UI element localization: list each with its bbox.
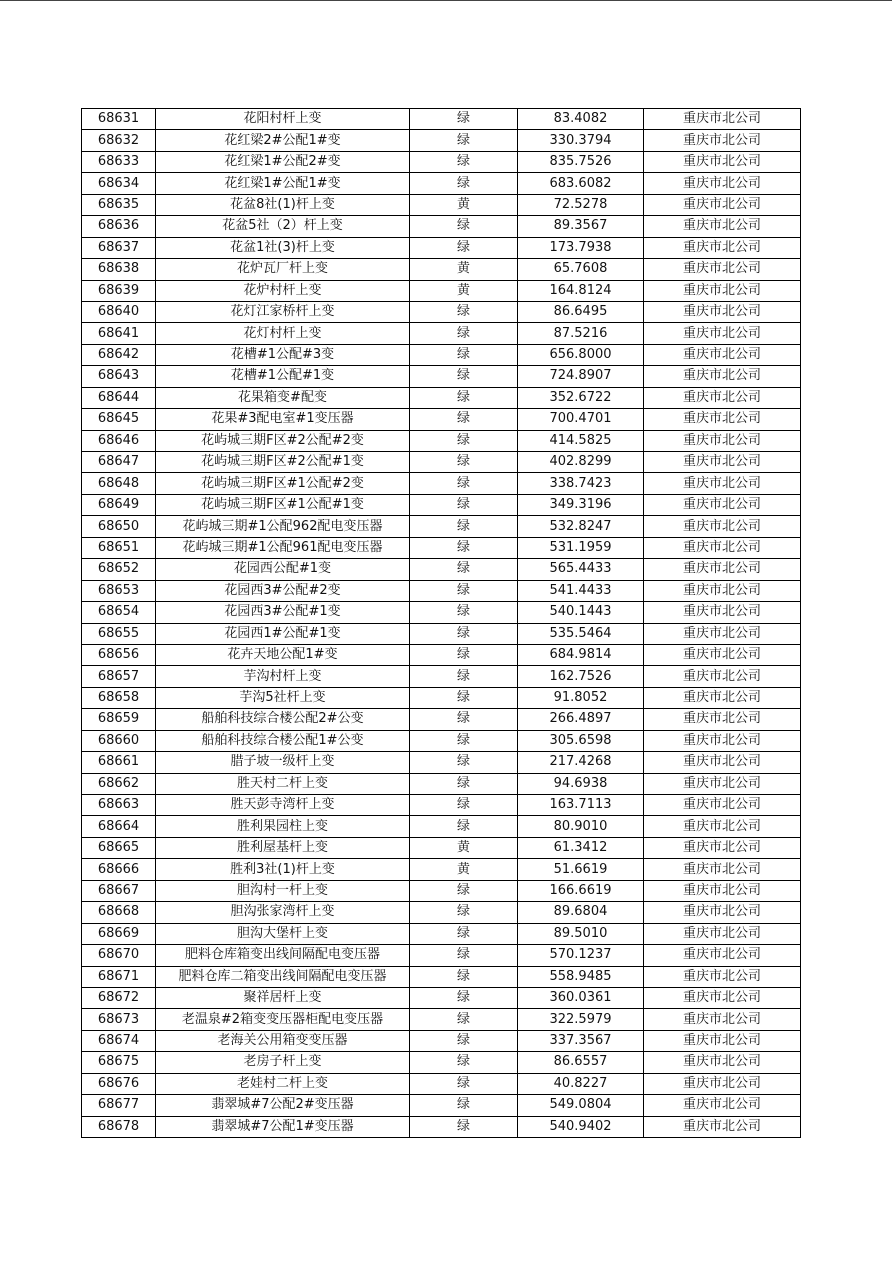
row-id-cell: 68651 bbox=[82, 537, 156, 558]
row-id-cell: 68634 bbox=[82, 173, 156, 194]
table-row bbox=[82, 430, 801, 451]
table-row bbox=[82, 1009, 801, 1030]
row-company-cell: 重庆市北公司 bbox=[644, 344, 801, 365]
row-id-cell: 68676 bbox=[82, 1073, 156, 1094]
row-name-cell: 花屿城三期F区#1公配#2变 bbox=[156, 473, 410, 494]
table-row bbox=[82, 559, 801, 580]
row-company-cell: 重庆市北公司 bbox=[644, 966, 801, 987]
row-company-cell: 重庆市北公司 bbox=[644, 387, 801, 408]
row-name-cell: 胜天村二杆上变 bbox=[156, 773, 410, 794]
row-status-cell: 绿 bbox=[410, 752, 518, 773]
row-value-cell: 322.5979 bbox=[518, 1009, 644, 1030]
row-name-cell: 花屿城三期F区#2公配#1变 bbox=[156, 452, 410, 473]
row-status-cell: 黄 bbox=[410, 259, 518, 280]
table-row bbox=[82, 173, 801, 194]
row-company-cell: 重庆市北公司 bbox=[644, 1073, 801, 1094]
row-company-cell: 重庆市北公司 bbox=[644, 559, 801, 580]
row-name-cell: 老海关公用箱变变压器 bbox=[156, 1030, 410, 1051]
table-row bbox=[82, 859, 801, 880]
table-row bbox=[82, 837, 801, 858]
row-status-cell: 绿 bbox=[410, 1116, 518, 1137]
table-row bbox=[82, 301, 801, 322]
row-status-cell: 绿 bbox=[410, 623, 518, 644]
row-value-cell: 162.7526 bbox=[518, 666, 644, 687]
row-status-cell: 绿 bbox=[410, 323, 518, 344]
row-value-cell: 549.0804 bbox=[518, 1095, 644, 1116]
row-name-cell: 腊子坡一级杆上变 bbox=[156, 752, 410, 773]
row-value-cell: 338.7423 bbox=[518, 473, 644, 494]
row-name-cell: 花槽#1公配#1变 bbox=[156, 366, 410, 387]
table-row bbox=[82, 1116, 801, 1137]
row-value-cell: 414.5825 bbox=[518, 430, 644, 451]
row-name-cell: 花屿城三期F区#1公配#1变 bbox=[156, 494, 410, 515]
row-id-cell: 68667 bbox=[82, 880, 156, 901]
row-value-cell: 65.7608 bbox=[518, 259, 644, 280]
table-body bbox=[82, 109, 801, 1138]
row-status-cell: 绿 bbox=[410, 1052, 518, 1073]
row-id-cell: 68642 bbox=[82, 344, 156, 365]
row-status-cell: 绿 bbox=[410, 344, 518, 365]
row-company-cell: 重庆市北公司 bbox=[644, 109, 801, 130]
row-company-cell: 重庆市北公司 bbox=[644, 602, 801, 623]
row-id-cell: 68641 bbox=[82, 323, 156, 344]
row-id-cell: 68646 bbox=[82, 430, 156, 451]
row-value-cell: 72.5278 bbox=[518, 194, 644, 215]
row-status-cell: 绿 bbox=[410, 494, 518, 515]
row-status-cell: 绿 bbox=[410, 602, 518, 623]
row-id-cell: 68658 bbox=[82, 687, 156, 708]
row-name-cell: 花阳村杆上变 bbox=[156, 109, 410, 130]
table-row bbox=[82, 644, 801, 665]
row-value-cell: 173.7938 bbox=[518, 237, 644, 258]
row-company-cell: 重庆市北公司 bbox=[644, 666, 801, 687]
row-id-cell: 68666 bbox=[82, 859, 156, 880]
table-row bbox=[82, 237, 801, 258]
row-id-cell: 68673 bbox=[82, 1009, 156, 1030]
row-id-cell: 68637 bbox=[82, 237, 156, 258]
row-status-cell: 绿 bbox=[410, 923, 518, 944]
row-id-cell: 68665 bbox=[82, 837, 156, 858]
row-company-cell: 重庆市北公司 bbox=[644, 280, 801, 301]
row-status-cell: 绿 bbox=[410, 987, 518, 1008]
row-status-cell: 绿 bbox=[410, 730, 518, 751]
row-value-cell: 535.5464 bbox=[518, 623, 644, 644]
row-id-cell: 68661 bbox=[82, 752, 156, 773]
row-value-cell: 86.6557 bbox=[518, 1052, 644, 1073]
row-status-cell: 绿 bbox=[410, 1095, 518, 1116]
row-name-cell: 花盆1社(3)杆上变 bbox=[156, 237, 410, 258]
row-name-cell: 花屿城三期F区#2公配#2变 bbox=[156, 430, 410, 451]
row-company-cell: 重庆市北公司 bbox=[644, 194, 801, 215]
row-company-cell: 重庆市北公司 bbox=[644, 237, 801, 258]
table-row bbox=[82, 537, 801, 558]
row-name-cell: 花果箱变#配变 bbox=[156, 387, 410, 408]
row-company-cell: 重庆市北公司 bbox=[644, 795, 801, 816]
row-status-cell: 绿 bbox=[410, 666, 518, 687]
row-id-cell: 68647 bbox=[82, 452, 156, 473]
row-name-cell: 花灯江家桥杆上变 bbox=[156, 301, 410, 322]
table-row bbox=[82, 923, 801, 944]
row-value-cell: 570.1237 bbox=[518, 945, 644, 966]
row-id-cell: 68632 bbox=[82, 130, 156, 151]
row-name-cell: 花园西公配#1变 bbox=[156, 559, 410, 580]
row-name-cell: 胜天彭寺湾杆上变 bbox=[156, 795, 410, 816]
row-company-cell: 重庆市北公司 bbox=[644, 537, 801, 558]
row-id-cell: 68643 bbox=[82, 366, 156, 387]
table-row bbox=[82, 816, 801, 837]
row-value-cell: 40.8227 bbox=[518, 1073, 644, 1094]
row-company-cell: 重庆市北公司 bbox=[644, 730, 801, 751]
table-row bbox=[82, 602, 801, 623]
row-id-cell: 68668 bbox=[82, 902, 156, 923]
row-value-cell: 163.7113 bbox=[518, 795, 644, 816]
row-status-cell: 绿 bbox=[410, 409, 518, 430]
row-id-cell: 68654 bbox=[82, 602, 156, 623]
row-status-cell: 绿 bbox=[410, 173, 518, 194]
row-status-cell: 绿 bbox=[410, 966, 518, 987]
row-status-cell: 绿 bbox=[410, 580, 518, 601]
row-name-cell: 翡翠城#7公配2#变压器 bbox=[156, 1095, 410, 1116]
row-id-cell: 68674 bbox=[82, 1030, 156, 1051]
row-value-cell: 89.6804 bbox=[518, 902, 644, 923]
table-row bbox=[82, 966, 801, 987]
row-status-cell: 绿 bbox=[410, 1009, 518, 1030]
row-company-cell: 重庆市北公司 bbox=[644, 323, 801, 344]
row-id-cell: 68678 bbox=[82, 1116, 156, 1137]
row-company-cell: 重庆市北公司 bbox=[644, 494, 801, 515]
page-top-rule bbox=[0, 0, 892, 1]
row-name-cell: 老温泉#2箱变变压器柜配电变压器 bbox=[156, 1009, 410, 1030]
row-company-cell: 重庆市北公司 bbox=[644, 987, 801, 1008]
row-name-cell: 胆沟村一杆上变 bbox=[156, 880, 410, 901]
row-company-cell: 重庆市北公司 bbox=[644, 773, 801, 794]
row-name-cell: 花盆5社（2）杆上变 bbox=[156, 216, 410, 237]
table-row bbox=[82, 409, 801, 430]
transformer-table bbox=[81, 108, 801, 1138]
row-name-cell: 船舶科技综合楼公配1#公变 bbox=[156, 730, 410, 751]
row-id-cell: 68663 bbox=[82, 795, 156, 816]
row-value-cell: 540.9402 bbox=[518, 1116, 644, 1137]
row-status-cell: 绿 bbox=[410, 902, 518, 923]
row-status-cell: 绿 bbox=[410, 366, 518, 387]
table-row bbox=[82, 344, 801, 365]
row-name-cell: 花炉瓦厂杆上变 bbox=[156, 259, 410, 280]
table-row bbox=[82, 151, 801, 172]
row-status-cell: 绿 bbox=[410, 880, 518, 901]
row-company-cell: 重庆市北公司 bbox=[644, 709, 801, 730]
row-company-cell: 重庆市北公司 bbox=[644, 623, 801, 644]
row-value-cell: 94.6938 bbox=[518, 773, 644, 794]
table-row bbox=[82, 987, 801, 1008]
row-name-cell: 胜利果园柱上变 bbox=[156, 816, 410, 837]
row-id-cell: 68659 bbox=[82, 709, 156, 730]
row-company-cell: 重庆市北公司 bbox=[644, 516, 801, 537]
row-value-cell: 266.4897 bbox=[518, 709, 644, 730]
row-id-cell: 68670 bbox=[82, 945, 156, 966]
row-status-cell: 绿 bbox=[410, 709, 518, 730]
table-row bbox=[82, 945, 801, 966]
row-value-cell: 352.6722 bbox=[518, 387, 644, 408]
row-value-cell: 700.4701 bbox=[518, 409, 644, 430]
row-company-cell: 重庆市北公司 bbox=[644, 130, 801, 151]
row-company-cell: 重庆市北公司 bbox=[644, 409, 801, 430]
row-value-cell: 91.8052 bbox=[518, 687, 644, 708]
row-company-cell: 重庆市北公司 bbox=[644, 687, 801, 708]
row-value-cell: 164.8124 bbox=[518, 280, 644, 301]
row-company-cell: 重庆市北公司 bbox=[644, 644, 801, 665]
row-name-cell: 花盆8社(1)杆上变 bbox=[156, 194, 410, 215]
row-id-cell: 68638 bbox=[82, 259, 156, 280]
row-company-cell: 重庆市北公司 bbox=[644, 430, 801, 451]
table-row bbox=[82, 1052, 801, 1073]
row-status-cell: 绿 bbox=[410, 301, 518, 322]
table-row bbox=[82, 387, 801, 408]
row-value-cell: 558.9485 bbox=[518, 966, 644, 987]
row-id-cell: 68633 bbox=[82, 151, 156, 172]
row-name-cell: 花灯村杆上变 bbox=[156, 323, 410, 344]
table-row bbox=[82, 259, 801, 280]
row-status-cell: 绿 bbox=[410, 473, 518, 494]
row-company-cell: 重庆市北公司 bbox=[644, 752, 801, 773]
row-status-cell: 黄 bbox=[410, 280, 518, 301]
table-row bbox=[82, 516, 801, 537]
row-value-cell: 87.5216 bbox=[518, 323, 644, 344]
table-row bbox=[82, 709, 801, 730]
row-id-cell: 68650 bbox=[82, 516, 156, 537]
row-company-cell: 重庆市北公司 bbox=[644, 923, 801, 944]
row-id-cell: 68672 bbox=[82, 987, 156, 1008]
table-row bbox=[82, 452, 801, 473]
row-name-cell: 芋沟村杆上变 bbox=[156, 666, 410, 687]
row-value-cell: 683.6082 bbox=[518, 173, 644, 194]
row-id-cell: 68652 bbox=[82, 559, 156, 580]
table-row bbox=[82, 580, 801, 601]
row-value-cell: 541.4433 bbox=[518, 580, 644, 601]
table-row bbox=[82, 494, 801, 515]
row-name-cell: 聚祥居杆上变 bbox=[156, 987, 410, 1008]
row-id-cell: 68645 bbox=[82, 409, 156, 430]
row-status-cell: 黄 bbox=[410, 837, 518, 858]
table-row bbox=[82, 1095, 801, 1116]
row-name-cell: 老房子杆上变 bbox=[156, 1052, 410, 1073]
row-value-cell: 80.9010 bbox=[518, 816, 644, 837]
row-value-cell: 540.1443 bbox=[518, 602, 644, 623]
row-company-cell: 重庆市北公司 bbox=[644, 859, 801, 880]
row-name-cell: 花屿城三期#1公配961配电变压器 bbox=[156, 537, 410, 558]
row-name-cell: 胜利屋基杆上变 bbox=[156, 837, 410, 858]
row-name-cell: 船舶科技综合楼公配2#公变 bbox=[156, 709, 410, 730]
table-row bbox=[82, 280, 801, 301]
row-company-cell: 重庆市北公司 bbox=[644, 216, 801, 237]
row-name-cell: 芋沟5社杆上变 bbox=[156, 687, 410, 708]
table-row bbox=[82, 773, 801, 794]
table-row bbox=[82, 880, 801, 901]
row-status-cell: 绿 bbox=[410, 452, 518, 473]
row-name-cell: 花园西3#公配#2变 bbox=[156, 580, 410, 601]
table-row bbox=[82, 130, 801, 151]
row-company-cell: 重庆市北公司 bbox=[644, 301, 801, 322]
row-status-cell: 绿 bbox=[410, 537, 518, 558]
row-id-cell: 68639 bbox=[82, 280, 156, 301]
row-company-cell: 重庆市北公司 bbox=[644, 473, 801, 494]
row-value-cell: 61.3412 bbox=[518, 837, 644, 858]
row-name-cell: 胆沟张家湾杆上变 bbox=[156, 902, 410, 923]
table-row bbox=[82, 323, 801, 344]
row-value-cell: 217.4268 bbox=[518, 752, 644, 773]
row-status-cell: 绿 bbox=[410, 130, 518, 151]
row-status-cell: 绿 bbox=[410, 387, 518, 408]
row-company-cell: 重庆市北公司 bbox=[644, 173, 801, 194]
row-name-cell: 胜利3社(1)杆上变 bbox=[156, 859, 410, 880]
row-name-cell: 花红梁1#公配2#变 bbox=[156, 151, 410, 172]
row-status-cell: 绿 bbox=[410, 430, 518, 451]
row-id-cell: 68677 bbox=[82, 1095, 156, 1116]
table-row bbox=[82, 666, 801, 687]
row-status-cell: 绿 bbox=[410, 237, 518, 258]
row-id-cell: 68657 bbox=[82, 666, 156, 687]
row-name-cell: 花果#3配电室#1变压器 bbox=[156, 409, 410, 430]
row-id-cell: 68656 bbox=[82, 644, 156, 665]
row-company-cell: 重庆市北公司 bbox=[644, 366, 801, 387]
row-id-cell: 68675 bbox=[82, 1052, 156, 1073]
table-row bbox=[82, 687, 801, 708]
row-company-cell: 重庆市北公司 bbox=[644, 837, 801, 858]
row-company-cell: 重庆市北公司 bbox=[644, 580, 801, 601]
row-company-cell: 重庆市北公司 bbox=[644, 902, 801, 923]
row-name-cell: 肥料仓库箱变出线间隔配电变压器 bbox=[156, 945, 410, 966]
row-company-cell: 重庆市北公司 bbox=[644, 259, 801, 280]
row-id-cell: 68660 bbox=[82, 730, 156, 751]
row-status-cell: 绿 bbox=[410, 816, 518, 837]
table-row bbox=[82, 752, 801, 773]
table-row bbox=[82, 194, 801, 215]
table-row bbox=[82, 216, 801, 237]
table-row bbox=[82, 1030, 801, 1051]
row-name-cell: 花卉天地公配1#变 bbox=[156, 644, 410, 665]
row-value-cell: 305.6598 bbox=[518, 730, 644, 751]
row-name-cell: 花园西3#公配#1变 bbox=[156, 602, 410, 623]
row-company-cell: 重庆市北公司 bbox=[644, 1116, 801, 1137]
row-status-cell: 黄 bbox=[410, 194, 518, 215]
row-status-cell: 绿 bbox=[410, 945, 518, 966]
row-status-cell: 绿 bbox=[410, 151, 518, 172]
row-company-cell: 重庆市北公司 bbox=[644, 816, 801, 837]
row-id-cell: 68671 bbox=[82, 966, 156, 987]
row-name-cell: 花炉村杆上变 bbox=[156, 280, 410, 301]
row-name-cell: 胆沟大堡杆上变 bbox=[156, 923, 410, 944]
row-status-cell: 绿 bbox=[410, 516, 518, 537]
row-value-cell: 724.8907 bbox=[518, 366, 644, 387]
row-id-cell: 68648 bbox=[82, 473, 156, 494]
row-status-cell: 绿 bbox=[410, 687, 518, 708]
row-company-cell: 重庆市北公司 bbox=[644, 1009, 801, 1030]
row-id-cell: 68631 bbox=[82, 109, 156, 130]
row-status-cell: 绿 bbox=[410, 216, 518, 237]
row-status-cell: 绿 bbox=[410, 644, 518, 665]
row-value-cell: 360.0361 bbox=[518, 987, 644, 1008]
row-company-cell: 重庆市北公司 bbox=[644, 1052, 801, 1073]
row-company-cell: 重庆市北公司 bbox=[644, 945, 801, 966]
row-value-cell: 51.6619 bbox=[518, 859, 644, 880]
row-value-cell: 402.8299 bbox=[518, 452, 644, 473]
row-company-cell: 重庆市北公司 bbox=[644, 880, 801, 901]
row-name-cell: 肥料仓库二箱变出线间隔配电变压器 bbox=[156, 966, 410, 987]
row-status-cell: 绿 bbox=[410, 1030, 518, 1051]
row-company-cell: 重庆市北公司 bbox=[644, 452, 801, 473]
row-value-cell: 684.9814 bbox=[518, 644, 644, 665]
row-company-cell: 重庆市北公司 bbox=[644, 1030, 801, 1051]
row-value-cell: 83.4082 bbox=[518, 109, 644, 130]
row-value-cell: 531.1959 bbox=[518, 537, 644, 558]
table-row bbox=[82, 902, 801, 923]
row-status-cell: 绿 bbox=[410, 795, 518, 816]
row-id-cell: 68662 bbox=[82, 773, 156, 794]
row-name-cell: 翡翠城#7公配1#变压器 bbox=[156, 1116, 410, 1137]
row-value-cell: 565.4433 bbox=[518, 559, 644, 580]
row-name-cell: 花屿城三期#1公配962配电变压器 bbox=[156, 516, 410, 537]
row-name-cell: 老娃村二杆上变 bbox=[156, 1073, 410, 1094]
row-company-cell: 重庆市北公司 bbox=[644, 151, 801, 172]
row-value-cell: 86.6495 bbox=[518, 301, 644, 322]
row-company-cell: 重庆市北公司 bbox=[644, 1095, 801, 1116]
row-id-cell: 68636 bbox=[82, 216, 156, 237]
table-row bbox=[82, 730, 801, 751]
row-value-cell: 89.3567 bbox=[518, 216, 644, 237]
table-row bbox=[82, 473, 801, 494]
row-value-cell: 337.3567 bbox=[518, 1030, 644, 1051]
row-id-cell: 68640 bbox=[82, 301, 156, 322]
row-name-cell: 花园西1#公配#1变 bbox=[156, 623, 410, 644]
row-id-cell: 68669 bbox=[82, 923, 156, 944]
row-id-cell: 68655 bbox=[82, 623, 156, 644]
row-status-cell: 绿 bbox=[410, 559, 518, 580]
row-value-cell: 89.5010 bbox=[518, 923, 644, 944]
row-id-cell: 68664 bbox=[82, 816, 156, 837]
row-name-cell: 花槽#1公配#3变 bbox=[156, 344, 410, 365]
table-row bbox=[82, 109, 801, 130]
table-row bbox=[82, 1073, 801, 1094]
row-status-cell: 绿 bbox=[410, 773, 518, 794]
row-value-cell: 349.3196 bbox=[518, 494, 644, 515]
row-id-cell: 68644 bbox=[82, 387, 156, 408]
row-id-cell: 68653 bbox=[82, 580, 156, 601]
row-value-cell: 330.3794 bbox=[518, 130, 644, 151]
row-status-cell: 绿 bbox=[410, 1073, 518, 1094]
row-name-cell: 花红梁2#公配1#变 bbox=[156, 130, 410, 151]
row-value-cell: 835.7526 bbox=[518, 151, 644, 172]
table-row bbox=[82, 623, 801, 644]
row-status-cell: 黄 bbox=[410, 859, 518, 880]
table-row bbox=[82, 366, 801, 387]
row-id-cell: 68635 bbox=[82, 194, 156, 215]
table-row bbox=[82, 795, 801, 816]
row-name-cell: 花红梁1#公配1#变 bbox=[156, 173, 410, 194]
row-value-cell: 656.8000 bbox=[518, 344, 644, 365]
row-id-cell: 68649 bbox=[82, 494, 156, 515]
row-value-cell: 532.8247 bbox=[518, 516, 644, 537]
row-value-cell: 166.6619 bbox=[518, 880, 644, 901]
row-status-cell: 绿 bbox=[410, 109, 518, 130]
